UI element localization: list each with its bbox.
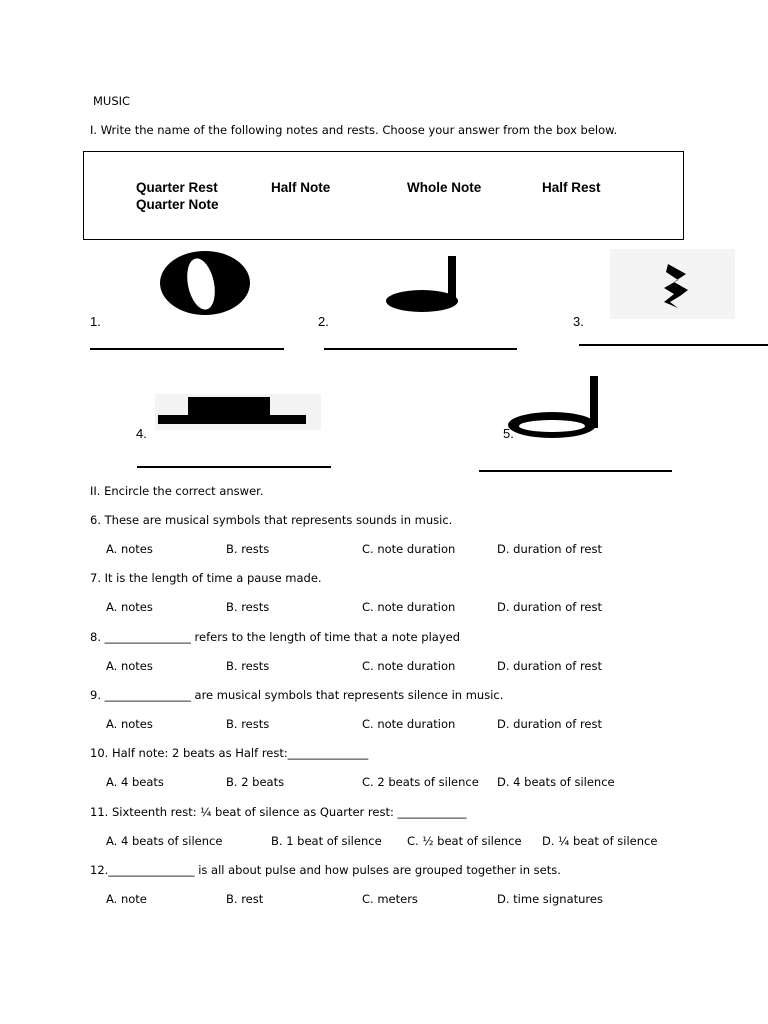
- word-quarter-rest: Quarter Rest: [136, 180, 218, 195]
- q7-option-b[interactable]: B. rests: [226, 600, 270, 614]
- quarter-note-icon: [384, 256, 459, 314]
- item-number-4: 4.: [136, 426, 147, 441]
- q11-option-b[interactable]: B. 1 beat of silence: [271, 834, 382, 848]
- answer-line-3[interactable]: [579, 344, 768, 346]
- half-note-icon: [506, 376, 602, 440]
- q10-option-a[interactable]: A. 4 beats: [106, 775, 164, 789]
- word-quarter-note: Quarter Note: [136, 197, 219, 212]
- q6-option-b[interactable]: B. rests: [226, 542, 270, 556]
- answer-line-1[interactable]: [90, 348, 284, 350]
- q11-option-c[interactable]: C. ½ beat of silence: [407, 834, 522, 848]
- section1-instruction: I. Write the name of the following notes and rests. Choose your answer from the box below.: [90, 123, 618, 137]
- q8-option-b[interactable]: B. rests: [226, 659, 270, 673]
- question-9: 9. _______________ are musical symbols that represents silence in music.: [90, 688, 504, 702]
- whole-note-icon: [158, 250, 253, 318]
- q6-option-c[interactable]: C. note duration: [362, 542, 456, 556]
- question-6: 6. These are musical symbols that represents sounds in music.: [90, 513, 453, 527]
- q8-option-c[interactable]: C. note duration: [362, 659, 456, 673]
- question-7: 7. It is the length of time a pause made.: [90, 571, 322, 585]
- question-11: 11. Sixteenth rest: ¼ beat of silence as Quarter rest: ____________: [90, 805, 467, 819]
- q11-option-d[interactable]: D. ¼ beat of silence: [542, 834, 658, 848]
- answer-line-2[interactable]: [324, 348, 517, 350]
- page-title: MUSIC: [93, 94, 131, 108]
- q12-option-d[interactable]: D. time signatures: [497, 892, 603, 906]
- q9-option-a[interactable]: A. notes: [106, 717, 153, 731]
- question-12: 12._______________ is all about pulse and how pulses are grouped together in sets.: [90, 863, 561, 877]
- word-half-note: Half Note: [271, 180, 331, 195]
- q9-option-b[interactable]: B. rests: [226, 717, 270, 731]
- q7-option-d[interactable]: D. duration of rest: [497, 600, 603, 614]
- q8-option-a[interactable]: A. notes: [106, 659, 153, 673]
- answer-line-4[interactable]: [137, 466, 331, 468]
- q10-option-c[interactable]: C. 2 beats of silence: [362, 775, 479, 789]
- answer-line-5[interactable]: [479, 470, 672, 472]
- q12-option-b[interactable]: B. rest: [226, 892, 264, 906]
- section2-instruction: II. Encircle the correct answer.: [90, 484, 264, 498]
- question-10: 10. Half note: 2 beats as Half rest:______________: [90, 746, 369, 760]
- q11-option-a[interactable]: A. 4 beats of silence: [106, 834, 223, 848]
- q7-option-c[interactable]: C. note duration: [362, 600, 456, 614]
- q6-option-a[interactable]: A. notes: [106, 542, 153, 556]
- half-rest-icon: [155, 394, 321, 430]
- item-number-5: 5.: [503, 426, 514, 441]
- item-number-3: 3.: [573, 314, 584, 329]
- q9-option-d[interactable]: D. duration of rest: [497, 717, 603, 731]
- q12-option-c[interactable]: C. meters: [362, 892, 418, 906]
- word-half-rest: Half Rest: [542, 180, 601, 195]
- question-8: 8. _______________ refers to the length of time that a note played: [90, 630, 460, 644]
- quarter-rest-icon: [660, 262, 696, 310]
- q12-option-a[interactable]: A. note: [106, 892, 147, 906]
- item-number-1: 1.: [90, 314, 101, 329]
- item-number-2: 2.: [318, 314, 329, 329]
- word-whole-note: Whole Note: [407, 180, 482, 195]
- q10-option-d[interactable]: D. 4 beats of silence: [497, 775, 615, 789]
- q8-option-d[interactable]: D. duration of rest: [497, 659, 603, 673]
- q7-option-a[interactable]: A. notes: [106, 600, 153, 614]
- q10-option-b[interactable]: B. 2 beats: [226, 775, 285, 789]
- q6-option-d[interactable]: D. duration of rest: [497, 542, 603, 556]
- answer-word-box: [83, 151, 684, 240]
- q9-option-c[interactable]: C. note duration: [362, 717, 456, 731]
